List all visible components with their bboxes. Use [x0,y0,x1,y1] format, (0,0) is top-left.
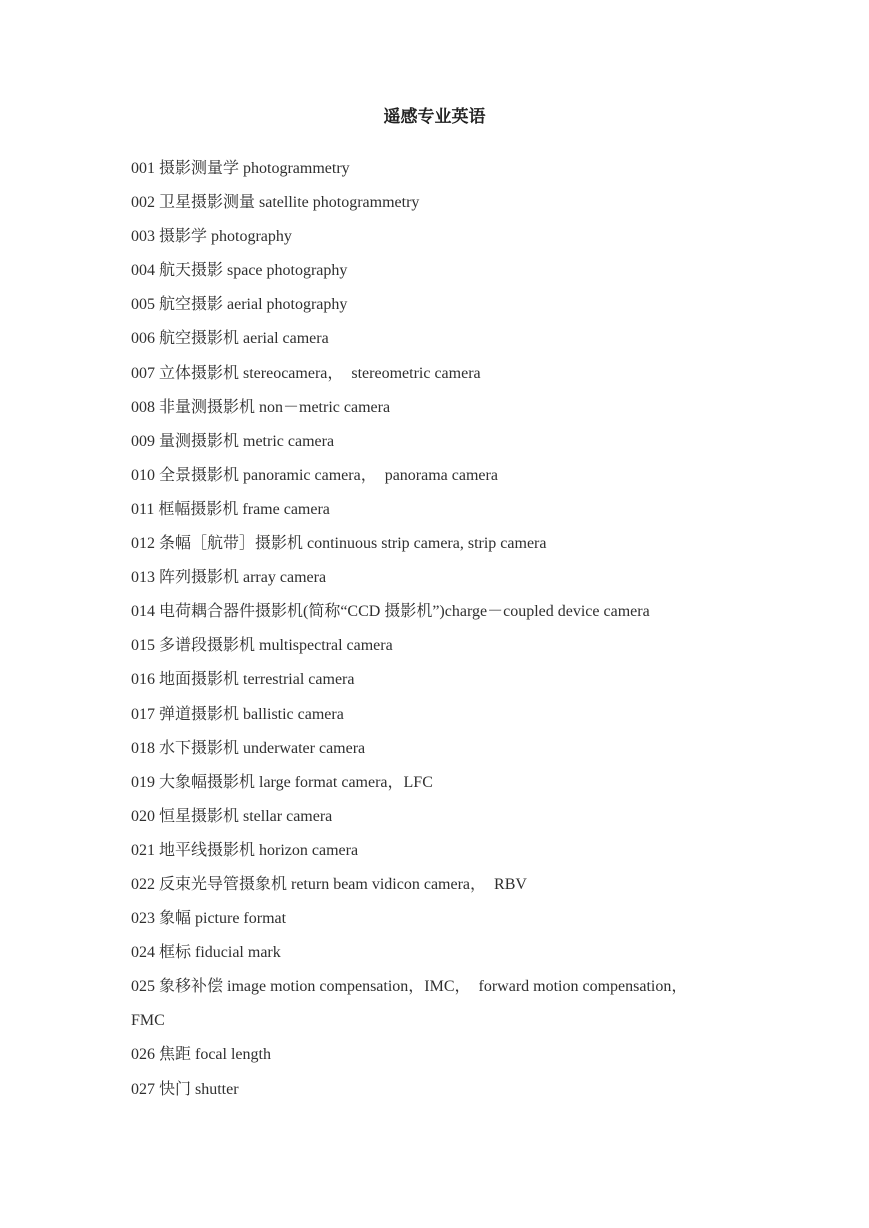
glossary-entry-025: 025 象移补偿 image motion compensation，IMC， forward motion compensation， [131,978,688,996]
glossary-entry-013: 013 阵列摄影机 array camera [131,569,327,587]
glossary-entry-016: 016 地面摄影机 terrestrial camera [131,671,355,689]
glossary-entry-008: 008 非量测摄影机 non－metric camera [131,398,391,416]
glossary-entry-015: 015 多谱段摄影机 multispectral camera [131,637,393,655]
glossary-list [131,152,741,1107]
glossary-entry-021: 021 地平线摄影机 horizon camera [131,841,359,859]
glossary-entry-012: 012 条幅［航带］摄影机 continuous strip camera, strip camera [131,535,547,553]
glossary-entry-014: 014 电荷耦合器件摄影机(简称“CCD 摄影机”)charge－coupled device camera [131,603,650,621]
glossary-entry-026: 026 焦距 focal length [131,1046,271,1064]
glossary-entry-017: 017 弹道摄影机 ballistic camera [131,705,344,723]
glossary-entry-004: 004 航天摄影 space photography [131,262,348,280]
glossary-entry-001: 001 摄影测量学 photogrammetry [131,160,350,177]
glossary-entry-010: 010 全景摄影机 panoramic camera， panorama camera [131,466,498,484]
glossary-entry-005: 005 航空摄影 aerial photography [131,296,348,314]
document-title: 遥感专业英语 [383,107,486,126]
glossary-entry-003: 003 摄影学 photography [131,228,292,246]
glossary-entry-020: 020 恒星摄影机 stellar camera [131,807,333,825]
glossary-entry-011: 011 框幅摄影机 frame camera [131,500,330,518]
glossary-entry-025-continuation: FMC [131,1012,165,1030]
glossary-entry-024: 024 框标 fiducial mark [131,944,281,962]
glossary-entry-019: 019 大象幅摄影机 large format camera，LFC [131,773,433,791]
glossary-entry-009: 009 量测摄影机 metric camera [131,432,335,450]
glossary-entry-027: 027 快门 shutter [131,1080,239,1098]
glossary-entry-022: 022 反束光导管摄象机 return beam vidicon camera， RBV [131,875,527,893]
glossary-entry-002: 002 卫星摄影测量 satellite photogrammetry [131,194,420,212]
glossary-entry-023: 023 象幅 picture format [131,910,287,928]
glossary-entry-018: 018 水下摄影机 underwater camera [131,739,366,757]
glossary-entry-006: 006 航空摄影机 aerial camera [131,330,329,348]
glossary-entry-007: 007 立体摄影机 stereocamera， stereometric camera [131,364,481,382]
